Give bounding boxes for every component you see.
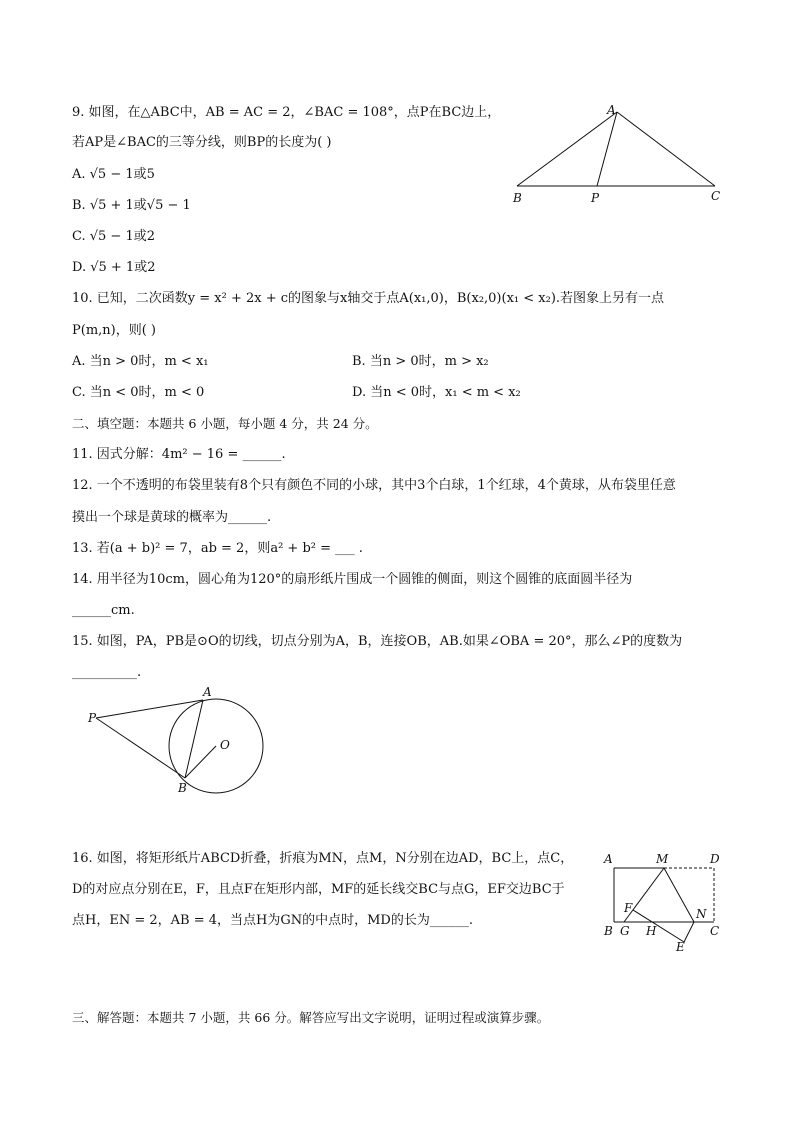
q10-option-a: A. 当n > 0时，m < x₁ xyxy=(72,354,209,369)
q16-label-f: F xyxy=(624,901,633,915)
q16-label-e: E xyxy=(676,940,685,954)
q15-label-a: A xyxy=(203,685,212,699)
q9-triangle-figure xyxy=(505,100,735,210)
q16-label-g: G xyxy=(620,924,630,938)
q9-option-c: C. √5 − 1或2 xyxy=(72,229,156,244)
q10-option-d: D. 当n < 0时，x₁ < m < x₂ xyxy=(352,385,521,400)
q15-tangent-figure xyxy=(82,684,282,799)
q9-label-c: C xyxy=(711,189,721,203)
q12-line1: 12. 一个不透明的布袋里装有8个只有颜色不同的小球，其中3个白球，1个红球，4个黄球，从布袋里任意 xyxy=(72,478,676,493)
q16-label-h: H xyxy=(646,924,657,938)
q16-label-c: C xyxy=(710,924,720,938)
q15-line2: __________. xyxy=(72,665,142,680)
q16-label-n: N xyxy=(696,907,707,921)
q9-stem-line1: 9. 如图，在△ABC中，AB = AC = 2，∠BAC = 108°，点P在BC边上， xyxy=(72,105,501,120)
q16-line1: 16. 如图，将矩形纸片ABCD折叠，折痕为MN，点M，N分别在边AD，BC上，点C， xyxy=(72,851,574,866)
q10-option-b: B. 当n > 0时，m > x₂ xyxy=(352,354,489,369)
q16-label-d: D xyxy=(710,852,720,866)
q9-stem-line2: 若AP是∠BAC的三等分线，则BP的长度为( ) xyxy=(72,135,332,150)
q9-label-a: A xyxy=(607,103,616,117)
q16-line3: 点H，EN = 2，AB = 4，当点H为GN的中点时，MD的长为______. xyxy=(72,913,473,928)
q9-option-b: B. √5 + 1或√5 − 1 xyxy=(72,198,191,213)
q9-label-p: P xyxy=(591,191,600,205)
section-3-heading: 三、解答题：本题共 7 小题，共 66 分。解答应写出文字说明，证明过程或演算步骤。 xyxy=(72,1010,550,1025)
q14-line2: ______cm. xyxy=(72,603,135,618)
q15-label-b: B xyxy=(178,781,187,795)
q9-option-a: A. √5 − 1或5 xyxy=(72,167,155,182)
q14-line1: 14. 用半径为10cm，圆心角为120°的扇形纸片围成一个圆锥的侧面，则这个圆锥的底面圆半径为 xyxy=(72,572,633,587)
section-2-heading: 二、填空题：本题共 6 小题，每小题 4 分，共 24 分。 xyxy=(72,416,378,431)
q9-label-b: B xyxy=(513,191,522,205)
q16-label-a: A xyxy=(604,852,613,866)
q10-stem-line1: 10. 已知，二次函数y = x² + 2x + c的图象与x轴交于点A(x₁,0)，B(x₂,0)(x₁ < x₂).若图象上另有一点 xyxy=(72,291,665,306)
q10-stem-line2: P(m,n)，则( ) xyxy=(72,323,156,338)
q16-label-b: B xyxy=(604,924,613,938)
q9-option-d: D. √5 + 1或2 xyxy=(72,260,156,275)
q15-label-p: P xyxy=(88,711,97,725)
q15-line1: 15. 如图，PA，PB是⊙O的切线，切点分别为A，B，连接OB，AB.如果∠OBA = 20°，那么∠P的度数为 xyxy=(72,634,683,649)
q11: 11. 因式分解：4m² − 16 = ______. xyxy=(72,447,286,462)
q13: 13. 若(a + b)² = 7，ab = 2，则a² + b² = ___ . xyxy=(72,541,363,556)
q16-line2: D的对应点分别在E，F，且点F在矩形内部，MF的延长线交BC与点G，EF交边BC于 xyxy=(72,882,565,897)
q16-fold-figure xyxy=(598,848,728,958)
q12-line2: 摸出一个球是黄球的概率为______. xyxy=(72,510,272,525)
q15-label-o: O xyxy=(220,738,230,752)
q10-option-c: C. 当n < 0时，m < 0 xyxy=(72,385,205,400)
q16-label-m: M xyxy=(656,852,669,866)
